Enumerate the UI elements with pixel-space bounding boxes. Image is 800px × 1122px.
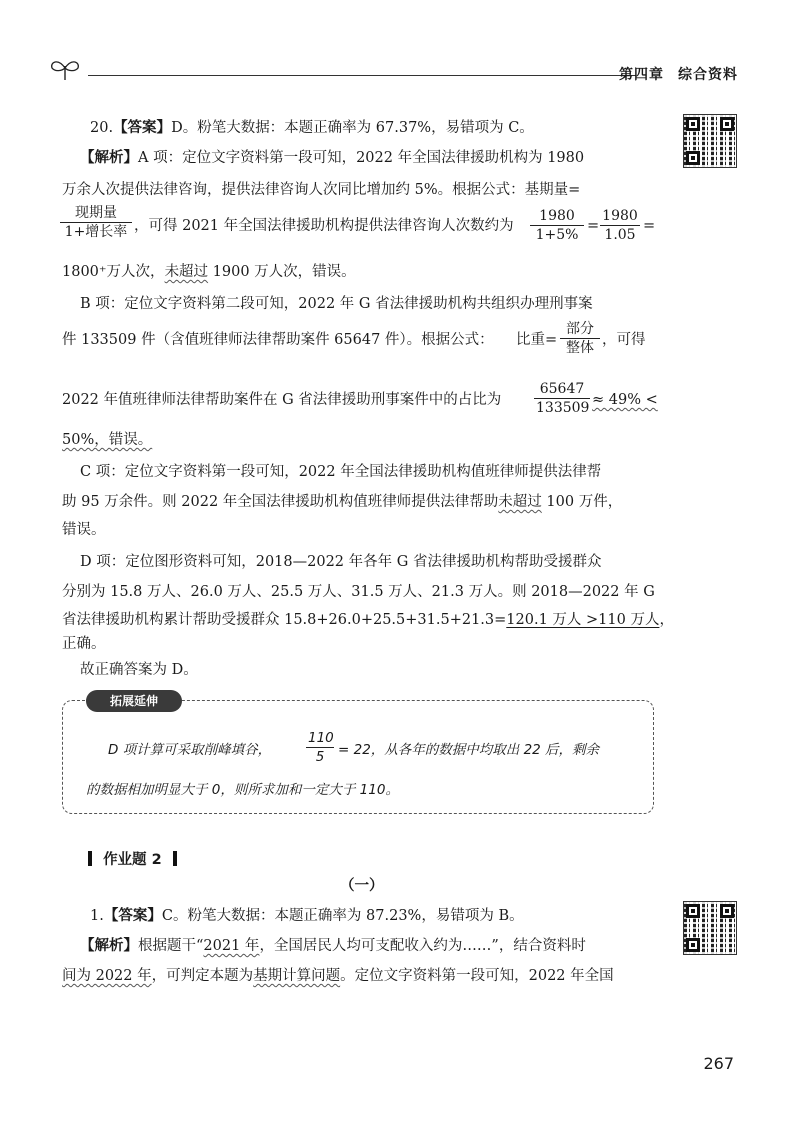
tip-line: D 项计算可采取削峰填谷， <box>108 742 272 758</box>
qr-code[interactable] <box>683 901 737 955</box>
section-title: 作业题 2 <box>88 850 177 870</box>
equals-sign: = <box>643 218 656 234</box>
text-line: 分别为 15.8 万人、26.0 万人、25.5 万人、31.5 万人、21.3 万人。则 2018—2022 年 G <box>62 584 655 600</box>
chapter-number: 第四章 <box>619 67 664 83</box>
formula-label: 比重= <box>516 332 558 348</box>
answer-line: 20.【答案】D。粉笔大数据：本题正确率为 67.37%，易错项为 C。 <box>90 120 534 136</box>
chapter-title: 综合资料 <box>678 67 738 83</box>
text-line: C 项：定位文字资料第一段可知，2022 年全国法律援助机构值班律师提供法律帮 <box>80 464 602 480</box>
equals-sign: = <box>587 218 600 234</box>
text-line: 万余人次提供法律咨询，提供法律咨询人次同比增加约 5%。根据公式：基期量= <box>62 182 581 198</box>
qr-code[interactable] <box>683 114 737 168</box>
page-number: 267 <box>703 1054 734 1073</box>
text-line: B 项：定位文字资料第二段可知，2022 年 G 省法律援助机构共组织办理刑事案 <box>80 296 593 312</box>
text-line: 件 133509 件（含值班律师法律帮助案件 65647 件）。根据公式： <box>62 332 494 348</box>
text-line: D 项：定位图形资料可知，2018—2022 年各年 G 省法律援助机构帮助受援群众 <box>80 554 602 570</box>
tip-badge: 拓展延伸 <box>86 690 182 712</box>
header-rule <box>88 75 636 76</box>
text-line: ，可得 <box>602 332 646 348</box>
analysis-line: 【解析】A 项：定位文字资料第一段可知，2022 年全国法律援助机构为 1980 <box>80 150 585 166</box>
text-line: 正确。 <box>62 636 106 652</box>
answer-tag: 【答案】 <box>103 908 162 924</box>
chapter-heading <box>619 64 738 84</box>
formula-fraction: $\frac{1980}{1.05}$ <box>600 207 640 244</box>
text-line: 50%，错误。 <box>62 432 153 448</box>
answer-tag: 【答案】 <box>113 120 172 136</box>
tip-line: 的数据相加明显大于 0，则所求加和一定大于 110。 <box>86 782 399 798</box>
sprout-icon <box>48 54 82 84</box>
answer-line: 1.【答案】C。粉笔大数据：本题正确率为 87.23%，易错项为 B。 <box>90 908 524 924</box>
text-line: 1800⁺万人次，未超过 1900 万人次，错误。 <box>62 264 356 280</box>
page-header <box>48 54 738 88</box>
formula-fraction: 现期量 1+增长率 <box>60 204 132 241</box>
part-heading: （一） <box>340 878 384 894</box>
text-line: 间为 2022 年，可判定本题为基期计算问题。定位文字资料第一段可知，2022 年全国 <box>62 968 614 984</box>
tip-fraction: $\frac{110}{5}$ <box>308 730 334 765</box>
text-line: 2022 年值班律师法律帮助案件在 G 省法律援助刑事案件中的占比为 <box>62 392 502 408</box>
section-marker <box>88 851 92 866</box>
formula-fraction: $\frac{65647}{133509}$ <box>536 381 590 416</box>
text-line: 错误。 <box>62 522 106 538</box>
formula-fraction: 部分 整体 <box>560 320 600 357</box>
analysis-tag: 【解析】 <box>80 150 138 166</box>
analysis-line: 【解析】根据题干“2021 年，全国居民人均可支配收入约为……”，结合资料时 <box>80 938 586 954</box>
section-marker <box>173 851 177 866</box>
conclusion-line: 故正确答案为 D。 <box>80 662 198 678</box>
formula-fraction: $\frac{1980}{1+5\%}$ <box>530 207 584 244</box>
tip-line: = 22，从各年的数据中均取出 22 后，剩余 <box>338 742 600 758</box>
text-line: 省法律援助机构累计帮助受援群众 15.8+26.0+25.5+31.5+21.3=120.1 万人 >110 万人， <box>62 612 674 628</box>
analysis-tag: 【解析】 <box>80 938 138 954</box>
text-line: 助 95 万余件。则 2022 年全国法律援助机构值班律师提供法律帮助未超过 100 万件， <box>62 494 623 510</box>
text-line: ，可得 2021 年全国法律援助机构提供法律咨询人次数约为 <box>134 218 514 234</box>
text-line: ≈ 49% < <box>592 392 658 408</box>
